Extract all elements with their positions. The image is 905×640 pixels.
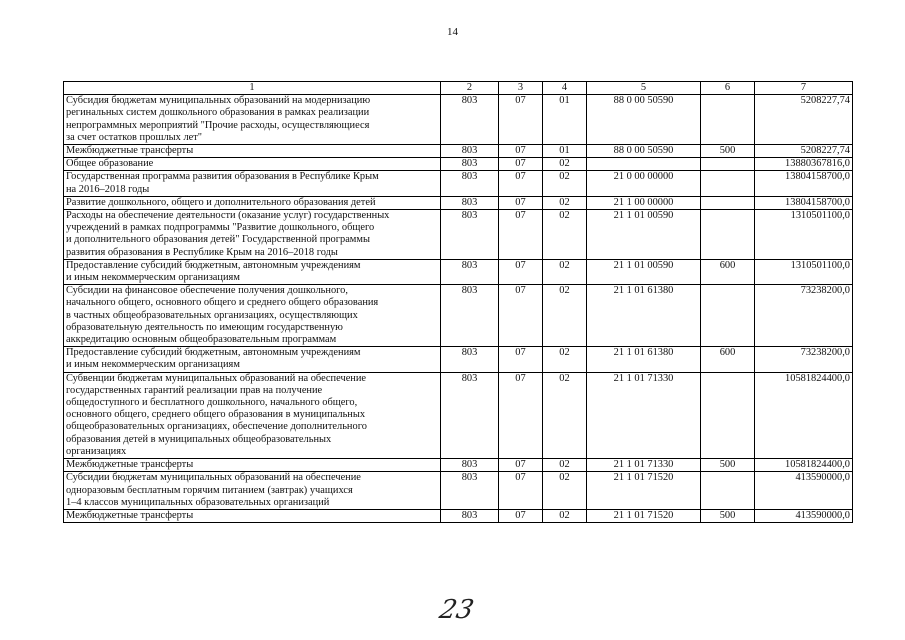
code-cell-c4: 02 [543, 259, 587, 284]
row-name-cell [64, 95, 441, 145]
row-name-line: Межбюджетные трансферты [66, 145, 194, 157]
row-name-line: Общее образование [66, 158, 154, 170]
row-name-line: начального общего, основного общего и среднего общего образования [66, 297, 379, 309]
sum-cell-c7: 1310501100,0 [755, 259, 853, 284]
code-cell-c3: 07 [499, 145, 543, 158]
table-body [64, 95, 853, 523]
code-cell-c5: 21 1 01 00590 [587, 210, 701, 260]
code-cell-c2: 803 [441, 459, 499, 472]
table-row [64, 196, 853, 209]
column-header-4: 4 [543, 82, 587, 95]
code-cell-c3: 07 [499, 509, 543, 522]
code-cell-c4: 02 [543, 372, 587, 458]
table-row [64, 285, 853, 347]
code-cell-c3: 07 [499, 347, 543, 372]
row-name-line: и дополнительного образования детей" Государственной программы [66, 234, 370, 246]
column-header-7: 7 [755, 82, 853, 95]
code-cell-c4: 02 [543, 158, 587, 171]
sum-cell-c7: 13804158700,0 [755, 171, 853, 196]
code-cell-c5: 21 1 01 71520 [587, 472, 701, 510]
code-cell-c2: 803 [441, 145, 499, 158]
code-cell-c2: 803 [441, 472, 499, 510]
column-header-1: 1 [64, 82, 441, 95]
code-cell-c5: 88 0 00 50590 [587, 95, 701, 145]
row-name-line: образования детей в муниципальных общеобразовательных [66, 433, 332, 445]
row-name-line: непрограммных мероприятий "Прочие расходы, осуществляющиеся [66, 119, 370, 131]
row-name-line: на 2016–2018 годы [66, 183, 150, 195]
code-cell-c6 [701, 472, 755, 510]
code-cell-c5: 21 1 01 71330 [587, 459, 701, 472]
row-name-cell [64, 210, 441, 260]
code-cell-c4: 02 [543, 459, 587, 472]
sum-cell-c7: 73238200,0 [755, 347, 853, 372]
row-name-cell [64, 472, 441, 510]
code-cell-c6: 500 [701, 145, 755, 158]
sum-cell-c7: 10581824400,0 [755, 459, 853, 472]
code-cell-c2: 803 [441, 509, 499, 522]
code-cell-c2: 803 [441, 347, 499, 372]
row-name-cell [64, 171, 441, 196]
row-name-line: за счет остатков прошлых лет" [66, 131, 203, 143]
code-cell-c5: 88 0 00 50590 [587, 145, 701, 158]
sum-cell-c7: 1310501100,0 [755, 210, 853, 260]
code-cell-c3: 07 [499, 196, 543, 209]
code-cell-c4: 02 [543, 509, 587, 522]
code-cell-c4: 02 [543, 196, 587, 209]
table-row [64, 210, 853, 260]
table-row [64, 171, 853, 196]
row-name-cell [64, 459, 441, 472]
code-cell-c4: 02 [543, 285, 587, 347]
table-row [64, 259, 853, 284]
code-cell-c3: 07 [499, 472, 543, 510]
code-cell-c6: 500 [701, 459, 755, 472]
row-name-line: основного общего, среднего общего образования в муниципальных [66, 409, 366, 421]
code-cell-c6 [701, 196, 755, 209]
code-cell-c6 [701, 372, 755, 458]
row-name-line: Предоставление субсидий бюджетным, автономным учреждениям [66, 347, 361, 359]
row-name-line: в частных общеобразовательных организациях, осуществляющих [66, 309, 358, 321]
table-row [64, 158, 853, 171]
row-name-line: Развитие дошкольного, общего и дополнительного образования детей [66, 196, 376, 208]
code-cell-c3: 07 [499, 158, 543, 171]
code-cell-c5: 21 1 01 71520 [587, 509, 701, 522]
sum-cell-c7: 413590000,0 [755, 472, 853, 510]
row-name-line: аккредитацию основным общеобразовательным программам [66, 334, 337, 346]
sum-cell-c7: 10581824400,0 [755, 372, 853, 458]
code-cell-c3: 07 [499, 171, 543, 196]
row-name-cell [64, 259, 441, 284]
row-name-line: организациях [66, 445, 127, 457]
row-name-line: Расходы на обеспечение деятельности (оказание услуг) государственных [66, 210, 390, 222]
row-name-cell [64, 285, 441, 347]
row-name-cell [64, 158, 441, 171]
table-row [64, 459, 853, 472]
code-cell-c2: 803 [441, 259, 499, 284]
sum-cell-c7: 13804158700,0 [755, 196, 853, 209]
row-name-line: государственных гарантий реализации прав на получение [66, 384, 323, 396]
code-cell-c5: 21 1 01 61380 [587, 285, 701, 347]
sum-cell-c7: 5208227,74 [755, 95, 853, 145]
code-cell-c5: 21 0 00 00000 [587, 171, 701, 196]
table-header-row [64, 82, 853, 95]
row-name-cell [64, 509, 441, 522]
code-cell-c2: 803 [441, 95, 499, 145]
page-number: 14 [447, 26, 458, 38]
code-cell-c6: 500 [701, 509, 755, 522]
sum-cell-c7: 73238200,0 [755, 285, 853, 347]
code-cell-c2: 803 [441, 196, 499, 209]
row-name-line: 1–4 классов муниципальных образовательных организаций [66, 496, 330, 508]
code-cell-c6 [701, 210, 755, 260]
code-cell-c3: 07 [499, 259, 543, 284]
code-cell-c4: 02 [543, 472, 587, 510]
row-name-cell [64, 372, 441, 458]
column-header-3: 3 [499, 82, 543, 95]
row-name-line: Субсидии бюджетам муниципальных образований на обеспечение [66, 472, 361, 484]
table-row [64, 347, 853, 372]
code-cell-c3: 07 [499, 285, 543, 347]
row-name-line: учреждений в рамках подпрограммы "Развитие дошкольного, общего [66, 222, 375, 234]
code-cell-c2: 803 [441, 158, 499, 171]
column-header-6: 6 [701, 82, 755, 95]
table-row [64, 95, 853, 145]
row-name-cell [64, 196, 441, 209]
code-cell-c2: 803 [441, 285, 499, 347]
table-row [64, 472, 853, 510]
code-cell-c2: 803 [441, 210, 499, 260]
row-name-line: одноразовым бесплатным горячим питанием (завтрак) учащихся [66, 484, 353, 496]
row-name-line: регинальных систем дошкольного образования в рамках реализации [66, 107, 370, 119]
budget-table [63, 81, 853, 523]
row-name-line: Межбюджетные трансферты [66, 459, 194, 471]
code-cell-c6 [701, 285, 755, 347]
code-cell-c6 [701, 95, 755, 145]
row-name-line: образовательную деятельность по имеющим государственную [66, 321, 343, 333]
code-cell-c3: 07 [499, 459, 543, 472]
code-cell-c4: 01 [543, 145, 587, 158]
row-name-cell [64, 347, 441, 372]
sum-cell-c7: 13880367816,0 [755, 158, 853, 171]
column-header-2: 2 [441, 82, 499, 95]
row-name-line: Государственная программа развития образования в Республике Крым [66, 171, 379, 183]
row-name-line: Субвенции бюджетам муниципальных образований на обеспечение [66, 372, 367, 384]
code-cell-c5: 21 1 01 00590 [587, 259, 701, 284]
code-cell-c2: 803 [441, 171, 499, 196]
code-cell-c3: 07 [499, 372, 543, 458]
row-name-line: и иным некоммерческим организациям [66, 272, 240, 284]
code-cell-c4: 02 [543, 347, 587, 372]
row-name-line: Межбюджетные трансферты [66, 509, 194, 521]
table-row [64, 509, 853, 522]
code-cell-c3: 07 [499, 210, 543, 260]
column-header-5: 5 [587, 82, 701, 95]
row-name-line: Субсидии на финансовое обеспечение получения дошкольного, [66, 285, 348, 297]
code-cell-c5: 21 1 01 61380 [587, 347, 701, 372]
code-cell-c2: 803 [441, 372, 499, 458]
code-cell-c6 [701, 171, 755, 196]
row-name-line: общеобразовательных организациях, обеспечение дополнительного [66, 421, 367, 433]
code-cell-c5: 21 1 01 71330 [587, 372, 701, 458]
code-cell-c5: 21 1 00 00000 [587, 196, 701, 209]
row-name-line: развития образования в Республике Крым на 2016–2018 годы [66, 246, 338, 258]
table-row [64, 145, 853, 158]
row-name-line: Субсидия бюджетам муниципальных образований на модернизацию [66, 95, 371, 107]
sum-cell-c7: 5208227,74 [755, 145, 853, 158]
code-cell-c5 [587, 158, 701, 171]
code-cell-c6: 600 [701, 347, 755, 372]
code-cell-c4: 01 [543, 95, 587, 145]
code-cell-c6 [701, 158, 755, 171]
handwritten-page-number: 23 [436, 595, 477, 625]
row-name-line: общедоступного и бесплатного дошкольного, начального общего, [66, 397, 358, 409]
row-name-line: и иным некоммерческим организациям [66, 359, 240, 371]
code-cell-c4: 02 [543, 171, 587, 196]
code-cell-c3: 07 [499, 95, 543, 145]
row-name-line: Предоставление субсидий бюджетным, автономным учреждениям [66, 259, 361, 271]
sum-cell-c7: 413590000,0 [755, 509, 853, 522]
table-row [64, 372, 853, 458]
code-cell-c6: 600 [701, 259, 755, 284]
code-cell-c4: 02 [543, 210, 587, 260]
row-name-cell [64, 145, 441, 158]
